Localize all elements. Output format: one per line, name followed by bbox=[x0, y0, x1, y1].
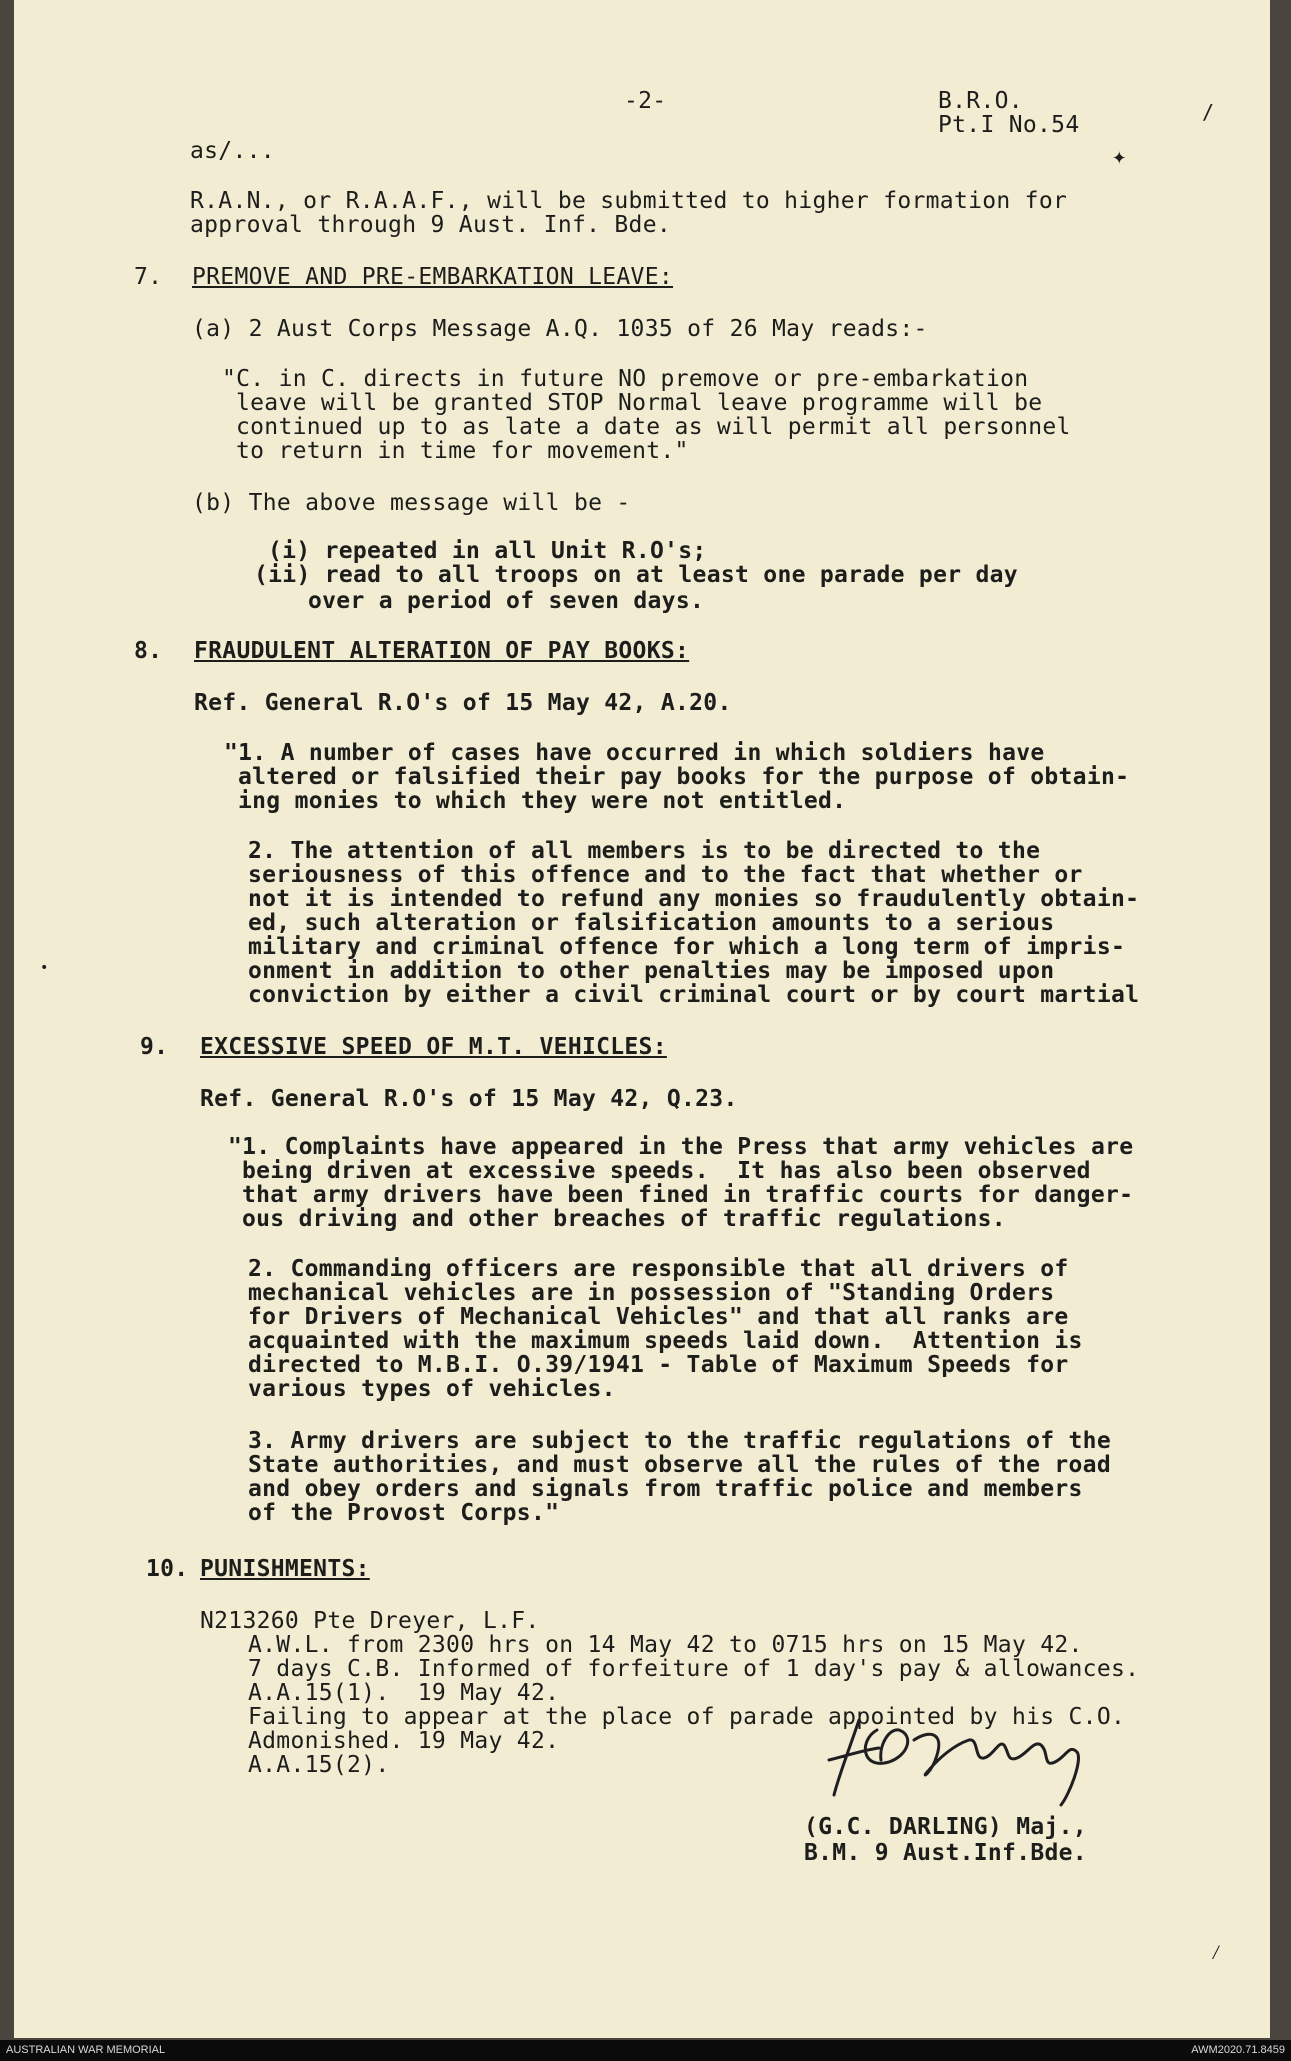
section-7-b-ii-cont: over a period of seven days. bbox=[308, 588, 705, 614]
continuation: as/... bbox=[190, 138, 275, 164]
section-7-title: PREMOVE AND PRE-EMBARKATION LEAVE: bbox=[192, 264, 674, 290]
punishment-line-5: Admonished. 19 May 42. bbox=[248, 1728, 560, 1754]
punishment-line-6: A.A.15(2). bbox=[248, 1752, 390, 1778]
section-9-p3-1: 3. Army drivers are subject to the traffic regulations of the bbox=[248, 1428, 1111, 1454]
section-8-p2-6: onment in addition to other penalties may be imposed upon bbox=[248, 958, 1055, 984]
page-number: -2- bbox=[624, 88, 667, 114]
punishment-line-3: A.A.15(1). 19 May 42. bbox=[248, 1680, 560, 1706]
section-8-p2-1: 2. The attention of all members is to be directed to the bbox=[248, 838, 1041, 864]
section-7-number: 7. bbox=[134, 264, 163, 290]
punishment-line-4: Failing to appear at the place of parade appointed by his C.O. bbox=[248, 1704, 1126, 1730]
section-9-p3-3: and obey orders and signals from traffic police and members bbox=[248, 1476, 1083, 1502]
punishment-line-2: 7 days C.B. Informed of forfeiture of 1 day's pay & allowances. bbox=[248, 1656, 1140, 1682]
punishment-line-1: A.W.L. from 2300 hrs on 14 May 42 to 0715 hrs on 15 May 42. bbox=[248, 1632, 1083, 1658]
section-9-p2-2: mechanical vehicles are in possession of "Standing Orders bbox=[248, 1280, 1055, 1306]
intro-line-1: R.A.N., or R.A.A.F., will be submitted to higher formation for bbox=[190, 188, 1068, 214]
section-9-p1-2: being driven at excessive speeds. It has also been observed bbox=[242, 1158, 1091, 1184]
section-9-p2-5: directed to M.B.I. O.39/1941 - Table of Maximum Speeds for bbox=[248, 1352, 1069, 1378]
section-7-b-ii: (ii) read to all troops on at least one parade per day bbox=[254, 562, 1018, 588]
signature-name: (G.C. DARLING) Maj., bbox=[804, 1814, 1087, 1840]
section-8-number: 8. bbox=[134, 638, 163, 664]
section-7-a: (a) 2 Aust Corps Message A.Q. 1035 of 26 May reads:- bbox=[192, 316, 928, 342]
section-9-ref: Ref. General R.O's of 15 May 42, Q.23. bbox=[200, 1086, 738, 1112]
section-8-p2-3: not it is intended to refund any monies so fraudulently obtain- bbox=[248, 886, 1140, 912]
section-8-p2-2: seriousness of this offence and to the fact that whether or bbox=[248, 862, 1083, 888]
section-9-p2-1: 2. Commanding officers are responsible that all drivers of bbox=[248, 1256, 1069, 1282]
section-8-p2-7: conviction by either a civil criminal court or by court martial bbox=[248, 982, 1140, 1008]
section-8-ref: Ref. General R.O's of 15 May 42, A.20. bbox=[194, 690, 732, 716]
section-7-quote-4: to return in time for movement." bbox=[236, 438, 689, 464]
section-9-title: EXCESSIVE SPEED OF M.T. VEHICLES: bbox=[200, 1034, 667, 1060]
ref-line-2: Pt.I No.54 bbox=[938, 112, 1080, 138]
section-7-quote-2: leave will be granted STOP Normal leave programme will be bbox=[236, 390, 1043, 416]
footer-left: AUSTRALIAN WAR MEMORIAL bbox=[6, 2044, 166, 2056]
section-9-p1-4: ous driving and other breaches of traffic regulations. bbox=[242, 1206, 1006, 1232]
section-7-quote-1: "C. in C. directs in future NO premove or pre-embarkation bbox=[222, 366, 1029, 392]
section-9-p3-4: of the Provost Corps." bbox=[248, 1500, 560, 1526]
section-8-p1-1: "1. A number of cases have occurred in which soldiers have bbox=[224, 740, 1045, 766]
section-8-p2-4: ed, such alteration or falsification amounts to a serious bbox=[248, 910, 1055, 936]
section-7-b-i: (i) repeated in all Unit R.O's; bbox=[268, 538, 707, 564]
section-9-p3-2: State authorities, and must observe all the rules of the road bbox=[248, 1452, 1111, 1478]
document-page bbox=[14, 0, 1270, 2038]
section-8-p1-3: ing monies to which they were not entitled. bbox=[238, 788, 847, 814]
section-8-p2-5: military and criminal offence for which a long term of impris- bbox=[248, 934, 1126, 960]
intro-line-2: approval through 9 Aust. Inf. Bde. bbox=[190, 212, 672, 238]
margin-dot: • bbox=[40, 960, 49, 976]
section-9-p2-6: various types of vehicles. bbox=[248, 1376, 616, 1402]
signature-title: B.M. 9 Aust.Inf.Bde. bbox=[804, 1840, 1087, 1866]
section-8-title: FRAUDULENT ALTERATION OF PAY BOOKS: bbox=[194, 638, 690, 664]
section-9-p2-4: acquainted with the maximum speeds laid down. Attention is bbox=[248, 1328, 1083, 1354]
ref-line-1: B.R.O. bbox=[938, 88, 1023, 114]
punch-mark: ✦ bbox=[1112, 142, 1127, 170]
punishment-soldier: N213260 Pte Dreyer, L.F. bbox=[200, 1608, 540, 1634]
archive-footer bbox=[0, 2040, 1291, 2061]
section-10-title: PUNISHMENTS: bbox=[200, 1556, 370, 1582]
section-9-p1-1: "1. Complaints have appeared in the Press that army vehicles are bbox=[228, 1134, 1134, 1160]
handwritten-signature bbox=[819, 1700, 1109, 1810]
section-9-number: 9. bbox=[140, 1034, 169, 1060]
footer-right: AWM2020.71.8459 bbox=[1191, 2044, 1285, 2056]
section-8-p1-2: altered or falsified their pay books for the purpose of obtain- bbox=[238, 764, 1130, 790]
section-9-p1-3: that army drivers have been fined in traffic courts for danger- bbox=[242, 1182, 1134, 1208]
section-10-number: 10. bbox=[146, 1556, 189, 1582]
margin-tick: / bbox=[1202, 100, 1215, 124]
margin-tick-bottom: ⁄ bbox=[1210, 1940, 1223, 1964]
section-7-quote-3: continued up to as late a date as will permit all personnel bbox=[236, 414, 1071, 440]
section-7-b: (b) The above message will be - bbox=[192, 490, 631, 516]
section-9-p2-3: for Drivers of Mechanical Vehicles" and that all ranks are bbox=[248, 1304, 1069, 1330]
